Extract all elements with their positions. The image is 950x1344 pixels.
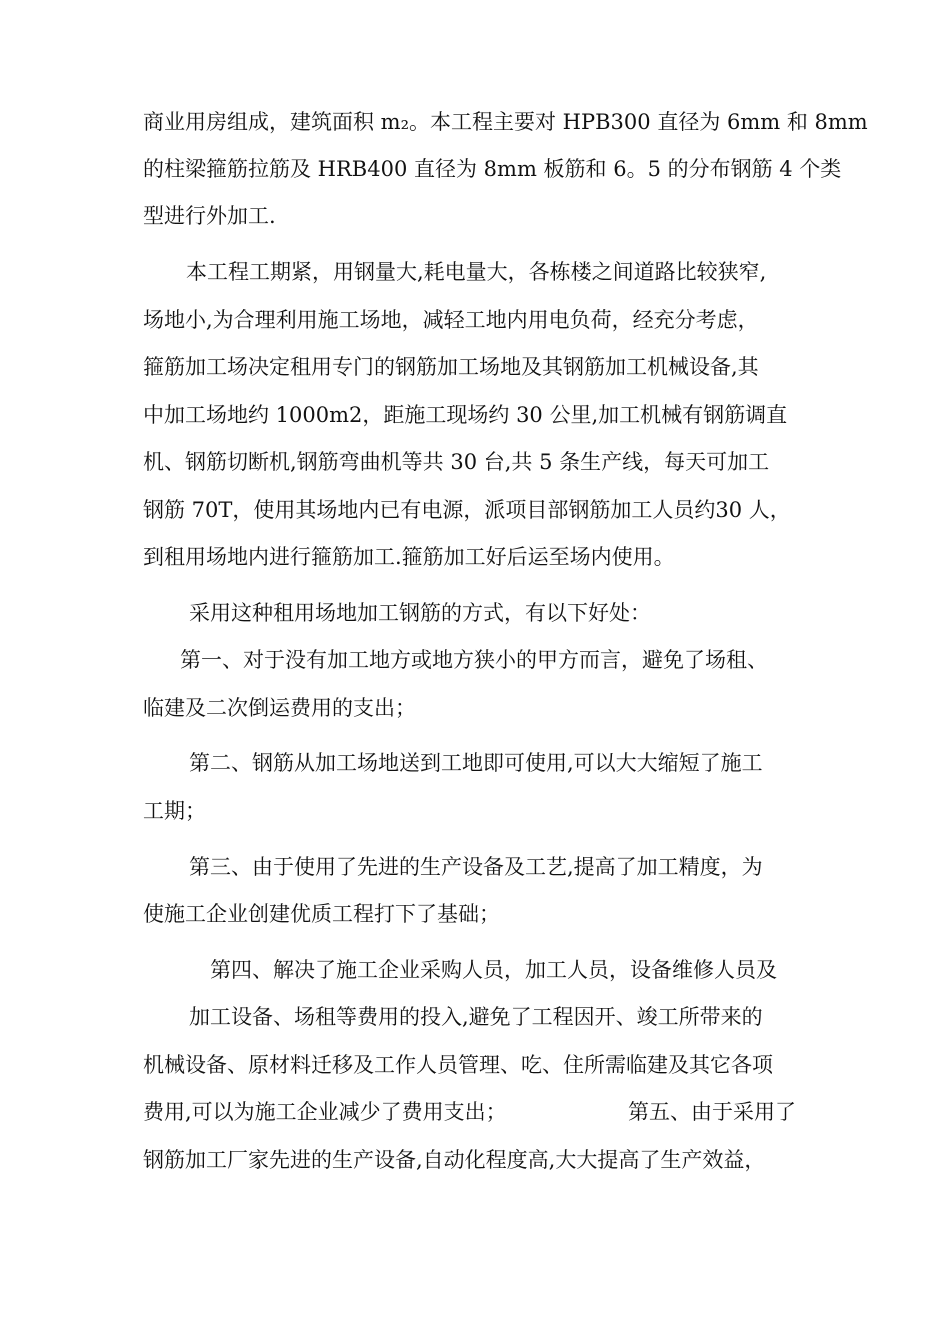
- text-line-15: 工期；: [143, 799, 206, 823]
- text-line-17: 使施工企业创建优质工程打下了基础；: [143, 902, 500, 926]
- text-line-11: 采用这种租用场地加工钢筋的方式，有以下好处：: [189, 601, 651, 625]
- text-line-12: 第一、对于没有加工地方或地方狭小的甲方而言，避免了场租、: [180, 648, 768, 672]
- text-line-5: 场地小,为合理利用施工场地，减轻工地内用电负荷，经充分考虑，: [143, 308, 759, 332]
- text-line-7: 中加工场地约 1000m2，距施工现场约 30 公里,加工机械有钢筋调直: [143, 403, 788, 427]
- text-line-18: 第四、解决了施工企业采购人员，加工人员，设备维修人员及: [210, 958, 777, 982]
- text-line-6: 箍筋加工场决定租用专门的钢筋加工场地及其钢筋加工机械设备,其: [143, 355, 759, 379]
- text-line-2: 的柱梁箍筋拉筋及 HRB400 直径为 8mm 板筋和 6。5 的分布钢筋 4 个类: [143, 157, 842, 181]
- text-line-21b: 第五、由于采用了: [628, 1100, 796, 1124]
- text-line-9: 钢筋 70T，使用其场地内已有电源，派项目部钢筋加工人员约30 人，: [143, 498, 791, 522]
- text-line-3: 型进行外加工.: [143, 204, 276, 228]
- text-line-21: 费用,可以为施工企业减少了费用支出；: [143, 1100, 507, 1124]
- text-line-14: 第二、钢筋从加工场地送到工地即可使用,可以大大缩短了施工: [189, 751, 763, 775]
- text-line-1: 商业用房组成，建筑面积 m₂。本工程主要对 HPB300 直径为 6mm 和 8mm: [143, 110, 868, 134]
- text-line-16: 第三、由于使用了先进的生产设备及工艺,提高了加工精度，为: [189, 855, 763, 879]
- text-line-10: 到租用场地内进行箍筋加工.箍筋加工好后运至场内使用。: [143, 545, 675, 569]
- text-line-20: 机械设备、原材料迁移及工作人员管理、吃、住所需临建及其它各项: [143, 1053, 773, 1077]
- text-line-8: 机、钢筋切断机,钢筋弯曲机等共 30 台,共 5 条生产线，每天可加工: [143, 450, 770, 474]
- text-line-19: 加工设备、场租等费用的投入,避免了工程因开、竣工所带来的: [189, 1005, 763, 1029]
- text-line-22: 钢筋加工厂家先进的生产设备,自动化程度高,大大提高了生产效益，: [143, 1148, 766, 1172]
- text-line-13: 临建及二次倒运费用的支出；: [143, 696, 416, 720]
- text-line-4: 本工程工期紧，用钢量大,耗电量大，各栋楼之间道路比较狭窄,: [186, 260, 767, 284]
